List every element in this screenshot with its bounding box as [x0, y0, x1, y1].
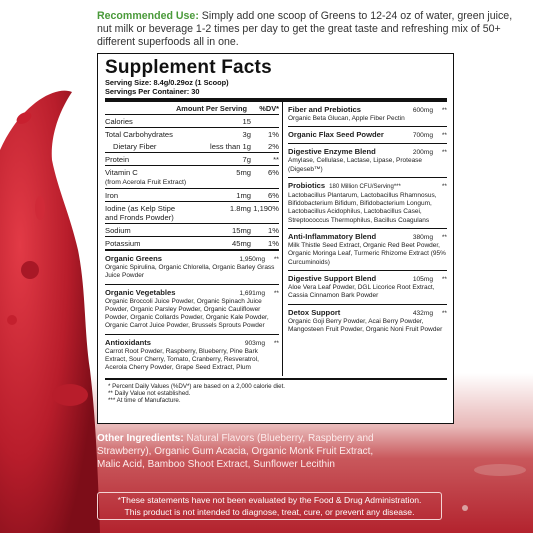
recommended-use-label: Recommended Use:: [97, 10, 199, 22]
disclaimer-line: This product is not intended to diagnose, treat, cure, or prevent any disease.: [124, 506, 415, 517]
blend-probiotics: Probiotics 180 Million CFU/Serving*** ** Lactobacillus Plantarum, Lactobacillus Rhamnosus, Bifidobacterium Bifidum, Bifidobacterium Longum, Lactobacillus Acidophilus, Lactobacillus Casei, Streptococcus Thermophilus, Bacillus Coagulans: [288, 178, 447, 229]
blend-fiber-prebiotics: Fiber and Prebiotics 600mg ** Organic Beta Glucan, Apple Fiber Pectin: [288, 102, 447, 127]
footnote: * Percent Daily Values (%DV*) are based on a 2,000 calorie diet.: [108, 382, 286, 390]
recommended-use-text: Simply add one scoop of Greens to 12-24 oz of water, green juice, nut milk or beverage 1-2 times per day to get the great taste and refreshing mix of 50+ different superfoods all in one.: [97, 10, 513, 48]
other-ingredients-text: Natural Flavors (Blueberry, Raspberry and Strawberry), Organic Gum Acacia, Organic Monk Fruit Extract, Malic Acid, Bamboo Shoot Extract, Sunflower Lecithin: [97, 433, 374, 470]
nutrient-row: Total Carbohydrates 3g 1%: [105, 129, 279, 139]
footnote: *** At time of Manufacture.: [108, 397, 181, 405]
blend-antioxidants: Antioxidants 903mg ** Carrot Root Powder, Raspberry, Blueberry, Pine Bark Extract, Sour Cherry, Tomato, Cranberry, Resveratrol, Acerola Cherry Powder, Grape Seed Extract, Plum: [105, 337, 279, 372]
nutrient-row: Potassium 45mg 1%: [105, 237, 279, 251]
facts-right-column: [283, 102, 447, 376]
other-ingredients-label: Other Ingredients:: [97, 433, 184, 444]
dv-header: %DV*: [259, 104, 279, 113]
blend-digestive-support: Digestive Support Blend 105mg ** Aloe Vera Leaf Powder, DGL Licorice Root Extract, Cassia Cinnamon Bark Powder: [288, 271, 447, 305]
facts-left-column: [105, 102, 283, 376]
nutrient-row: Sodium 15mg 1%: [105, 224, 279, 237]
nutrient-row: Iron 1mg 6%: [105, 189, 279, 202]
blend-detox-support: Detox Support 432mg ** Organic Goji Berry Powder, Acai Berry Powder, Mangosteen Fruit Powder, Organic Noni Fruit Powder: [288, 307, 447, 333]
servings-per-container: Servings Per Container: 30: [105, 87, 200, 96]
serving-size: Serving Size: 8.4g/0.29oz (1 Scoop): [105, 78, 229, 87]
footnote: ** Daily Value not established.: [108, 390, 191, 398]
facts-columns: [105, 102, 447, 376]
nutrient-row: Protein 7g **: [105, 153, 279, 166]
nutrient-row: Dietary Fiber less than 1g 2%: [105, 140, 279, 153]
blend-anti-inflammatory: Anti-Inflammatory Blend 380mg ** Milk Thistle Seed Extract, Organic Red Beet Powder, Organic Moringa Leaf, Turmeric Rhizome Extract (95% Curcuminoids): [288, 229, 447, 271]
nutrient-row: Calories 15: [105, 115, 279, 128]
facts-header-row: [105, 102, 279, 115]
nutrient-row: Iodine (as Kelp Stipe and Fronds Powder) 1.8mg 1,190%: [105, 202, 279, 224]
supplement-facts-panel: [97, 53, 454, 424]
blend-organic-greens: Organic Greens 1,950mg ** Organic Spirulina, Organic Chlorella, Organic Barley Grass Juice Powder: [105, 251, 279, 285]
blend-organic-vegetables: Organic Vegetables 1,691mg ** Organic Broccoli Juice Powder, Organic Spinach Juice Powder, Organic Parsley Powder, Organic Cauliflower Powder, Organic Collards Powder, Organic Kale Powder, Organic Carrot Juice Powder, Brussels Sprouts Powder: [105, 285, 279, 335]
fda-disclaimer-box: [97, 492, 442, 520]
recommended-use: [97, 10, 517, 49]
facts-footnotes: [105, 378, 447, 405]
blend-digestive-enzyme: Digestive Enzyme Blend 200mg ** Amylase, Cellulase, Lactase, Lipase, Protease (Digeseb™): [288, 144, 447, 178]
supplement-facts-title: Supplement Facts: [105, 57, 272, 78]
blend-flax-seed: Organic Flax Seed Powder 700mg **: [288, 127, 447, 144]
disclaimer-line: *These statements have not been evaluated by the Food & Drug Administration.: [117, 495, 422, 505]
nutrient-row: Vitamin C (from Acerola Fruit Extract) 5mg 6%: [105, 166, 279, 189]
other-ingredients: [97, 432, 397, 471]
amount-per-serving-header: Amount Per Serving: [175, 104, 247, 113]
